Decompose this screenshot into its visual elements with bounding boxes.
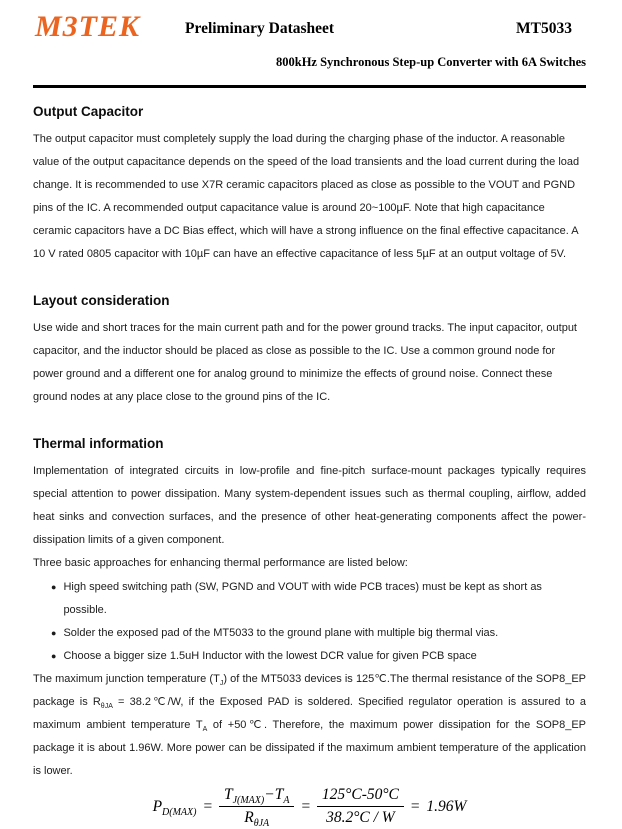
bullet-icon: ● <box>51 582 57 592</box>
brand-logo: M3TEK <box>35 10 141 43</box>
section-body-output-capacitor: The output capacitor must completely supply the load during the charging phase of the inductor. A reasonable value of the output capacitance depends on the speed of the load transients and the load current during the load change. It is recommended to use X7R ceramic capacitors placed as close as possible to the VOUT and PGND pins of the IC. A recommended output capacitance value is around 20~100µF. Note that high capacitance ceramic capacitors have a DC Bias effect, which will have a strong influence on the final effective capacitance. A 10 V rated 0805 capacitor with 10µF can have an effective capacitance of less 5µF at an output voltage of 5V. <box>33 133 580 260</box>
formula-sub-a: A <box>283 795 290 807</box>
section-body-layout-consideration: Use wide and short traces for the main current path and for the power ground tracks. The input capacitor, output capacitor, and the inductor should be placed as close as possible to the IC. Use a common ground node for power ground and a different one for analog ground to minimize the effects of ground noise. Connect these ground nodes at any place close to the ground pins of the IC. <box>33 322 577 403</box>
section-title-layout-consideration: Layout consideration <box>33 293 170 308</box>
subscript-ta: A <box>202 726 208 734</box>
bullet-text: High speed switching path (SW, PGND and VOUT with wide PCB traces) must be kept as short as possible. <box>63 581 542 616</box>
thermal-list-intro: Three basic approaches for enhancing thermal performance are listed below: <box>33 557 408 569</box>
subscript-tj: J <box>219 680 224 688</box>
section-title-thermal-information: Thermal information <box>33 436 164 451</box>
formula-p-term <box>153 798 197 816</box>
part-number: MT5033 <box>516 20 572 37</box>
fraction-numerator <box>219 786 294 807</box>
bullet-item <box>51 645 586 668</box>
fraction-denominator <box>219 807 294 827</box>
formula-fraction-numeric <box>317 786 404 827</box>
section-output-capacitor <box>33 103 586 266</box>
formula-sub-jmax: J(MAX) <box>232 795 265 807</box>
doc-type-title: Preliminary Datasheet <box>185 20 335 37</box>
text-segment: of +50℃. Therefore, the maximum power dissipation for the SOP8_EP package it is about 1.96W. More power can be dissipated if the maximum ambient temperature of the application is lower. <box>33 719 586 777</box>
bullet-icon: ● <box>51 628 57 638</box>
formula-sub-dmax: D(MAX) <box>162 806 197 818</box>
equals-sign: = <box>202 797 213 815</box>
fraction-numerator: 125°C-50°C <box>317 786 404 807</box>
bullet-text: Solder the exposed pad of the MT5033 to the ground plane with multiple big thermal vias. <box>63 627 499 639</box>
equals-sign: = <box>409 797 421 815</box>
formula-var-t: T <box>274 786 284 803</box>
bullet-item <box>51 622 586 645</box>
text-segment: = 38.2℃/W, if the Exposed PAD is soldered. Specified regulator operation is assured to a maximum ambient temperature T <box>33 696 586 731</box>
formula-var-p: P <box>152 797 163 815</box>
bullet-icon: ● <box>51 651 57 661</box>
equals-sign: = <box>300 797 311 815</box>
section-thermal-information <box>33 435 586 827</box>
thermal-bullet-list <box>33 576 586 668</box>
section-layout-consideration <box>33 292 586 409</box>
formula-result: 1.96W <box>426 797 467 815</box>
formula-var-t: T <box>223 786 233 803</box>
formula-var-r: R <box>244 809 254 826</box>
doc-subtitle: 800kHz Synchronous Step-up Converter with 6A Switches <box>276 55 586 69</box>
subscript-theta-ja: θJA <box>100 703 113 711</box>
text-segment: The maximum junction temperature (T <box>33 673 220 685</box>
power-dissipation-formula <box>33 786 586 827</box>
bullet-item <box>51 576 586 622</box>
formula-fraction-symbolic <box>219 786 294 827</box>
header-divider <box>33 85 586 88</box>
bullet-text: Choose a bigger size 1.5uH Inductor with the lowest DCR value for given PCB space <box>63 650 477 662</box>
fraction-denominator: 38.2°C / W <box>326 809 395 826</box>
text-segment: ) of the MT5033 devices is 125℃.The thermal resistance of the SOP8_EP package is R <box>33 673 586 708</box>
page-header <box>33 0 586 88</box>
section-body-thermal-information: Implementation of integrated circuits in low-profile and fine-pitch surface-mount packages typically requires special attention to power dissipation. Many system-dependent issues such as thermal coupling, airflow, added heat sinks and convection surfaces, and the presence of other heat-generating components affect the power-dissipation limits of a given component. <box>33 465 586 546</box>
thermal-closing-paragraph <box>33 668 586 783</box>
section-title-output-capacitor: Output Capacitor <box>33 104 144 119</box>
minus-sign: − <box>264 786 275 803</box>
formula-sub-theta-ja: θJA <box>253 818 270 829</box>
